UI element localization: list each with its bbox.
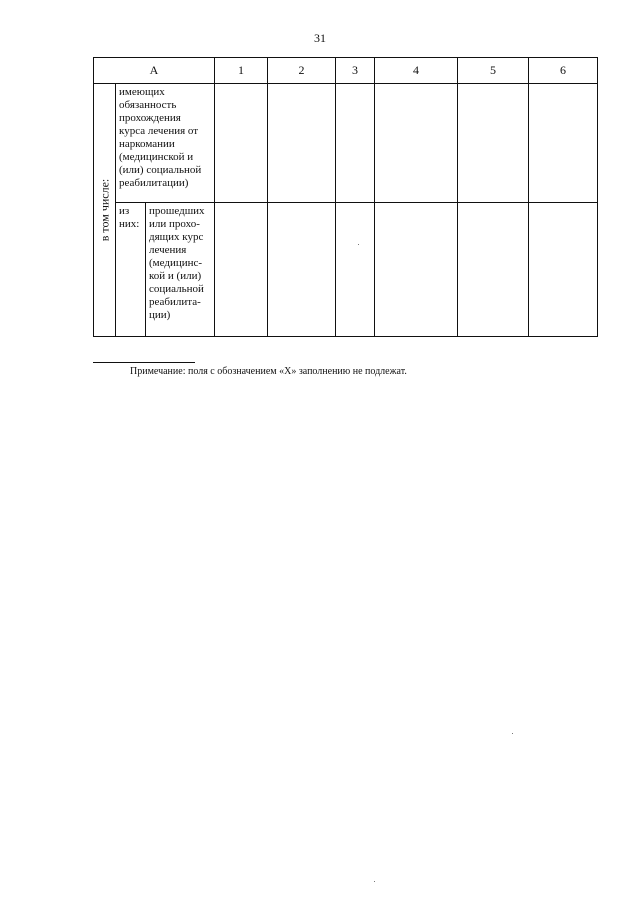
data-cell-row1-col1 (215, 84, 268, 203)
table-row (94, 84, 598, 203)
footnote-rule (93, 362, 195, 363)
label-line: или прохо- (149, 218, 200, 230)
label-line: из (119, 205, 130, 217)
label-line: прохождения (119, 112, 181, 124)
header-cell-2: 2 (268, 58, 336, 84)
data-cell-row2-col1 (215, 203, 268, 337)
table-header-row (94, 58, 598, 84)
data-cell-row1-col6 (529, 84, 598, 203)
data-cell-row2-col2 (268, 203, 336, 337)
row-label-cell (146, 203, 215, 337)
label-line: реабилитации) (119, 177, 189, 189)
data-cell-row2-col4 (375, 203, 458, 337)
header-cell-6: 6 (529, 58, 598, 84)
label-line: дящих курс (149, 231, 204, 243)
row-label-obligated (116, 84, 214, 192)
label-line: ции) (149, 309, 171, 321)
row-label-treated (146, 203, 214, 324)
data-cell-row1-col4 (375, 84, 458, 203)
header-cell-4: 4 (375, 58, 458, 84)
footnote-text: Примечание: поля с обозначением «Х» заполнению не подлежат. (130, 366, 407, 377)
header-cell-3: 3 (336, 58, 375, 84)
label-line: обязанность (119, 99, 177, 111)
label-line: кой и (или) (149, 270, 202, 282)
data-cell-row1-col2 (268, 84, 336, 203)
data-cell-row1-col5 (458, 84, 529, 203)
row-prefix-of-them (116, 203, 145, 233)
data-cell-row2-col5 (458, 203, 529, 337)
header-cell-a: А (94, 58, 215, 84)
header-cell-1: 1 (215, 58, 268, 84)
vertical-label-cell (94, 84, 116, 337)
table-row (94, 203, 598, 337)
data-cell-row2-col3 (336, 203, 375, 337)
page-number: 31 (314, 31, 326, 45)
scan-speck (358, 244, 359, 245)
data-cell-row2-col6 (529, 203, 598, 337)
label-line: реабилита- (149, 296, 201, 308)
scan-speck (374, 881, 375, 882)
form-table (93, 57, 598, 337)
label-line: (медицинс- (149, 257, 203, 269)
label-line: курса лечения от (119, 125, 199, 137)
label-line: них: (119, 218, 140, 230)
label-line: прошедших (149, 205, 205, 217)
data-cell-row1-col3 (336, 84, 375, 203)
row-label-cell (116, 84, 215, 203)
label-line: имеющих (119, 86, 165, 98)
label-line: социальной (149, 283, 204, 295)
label-line: (или) социальной (119, 164, 202, 176)
label-line: лечения (149, 244, 187, 256)
vertical-label: в том числе: (97, 178, 111, 242)
row-prefix-cell (116, 203, 146, 337)
scan-speck (512, 733, 513, 734)
label-line: наркомании (119, 138, 175, 150)
header-cell-5: 5 (458, 58, 529, 84)
label-line: (медицинской и (119, 151, 194, 163)
